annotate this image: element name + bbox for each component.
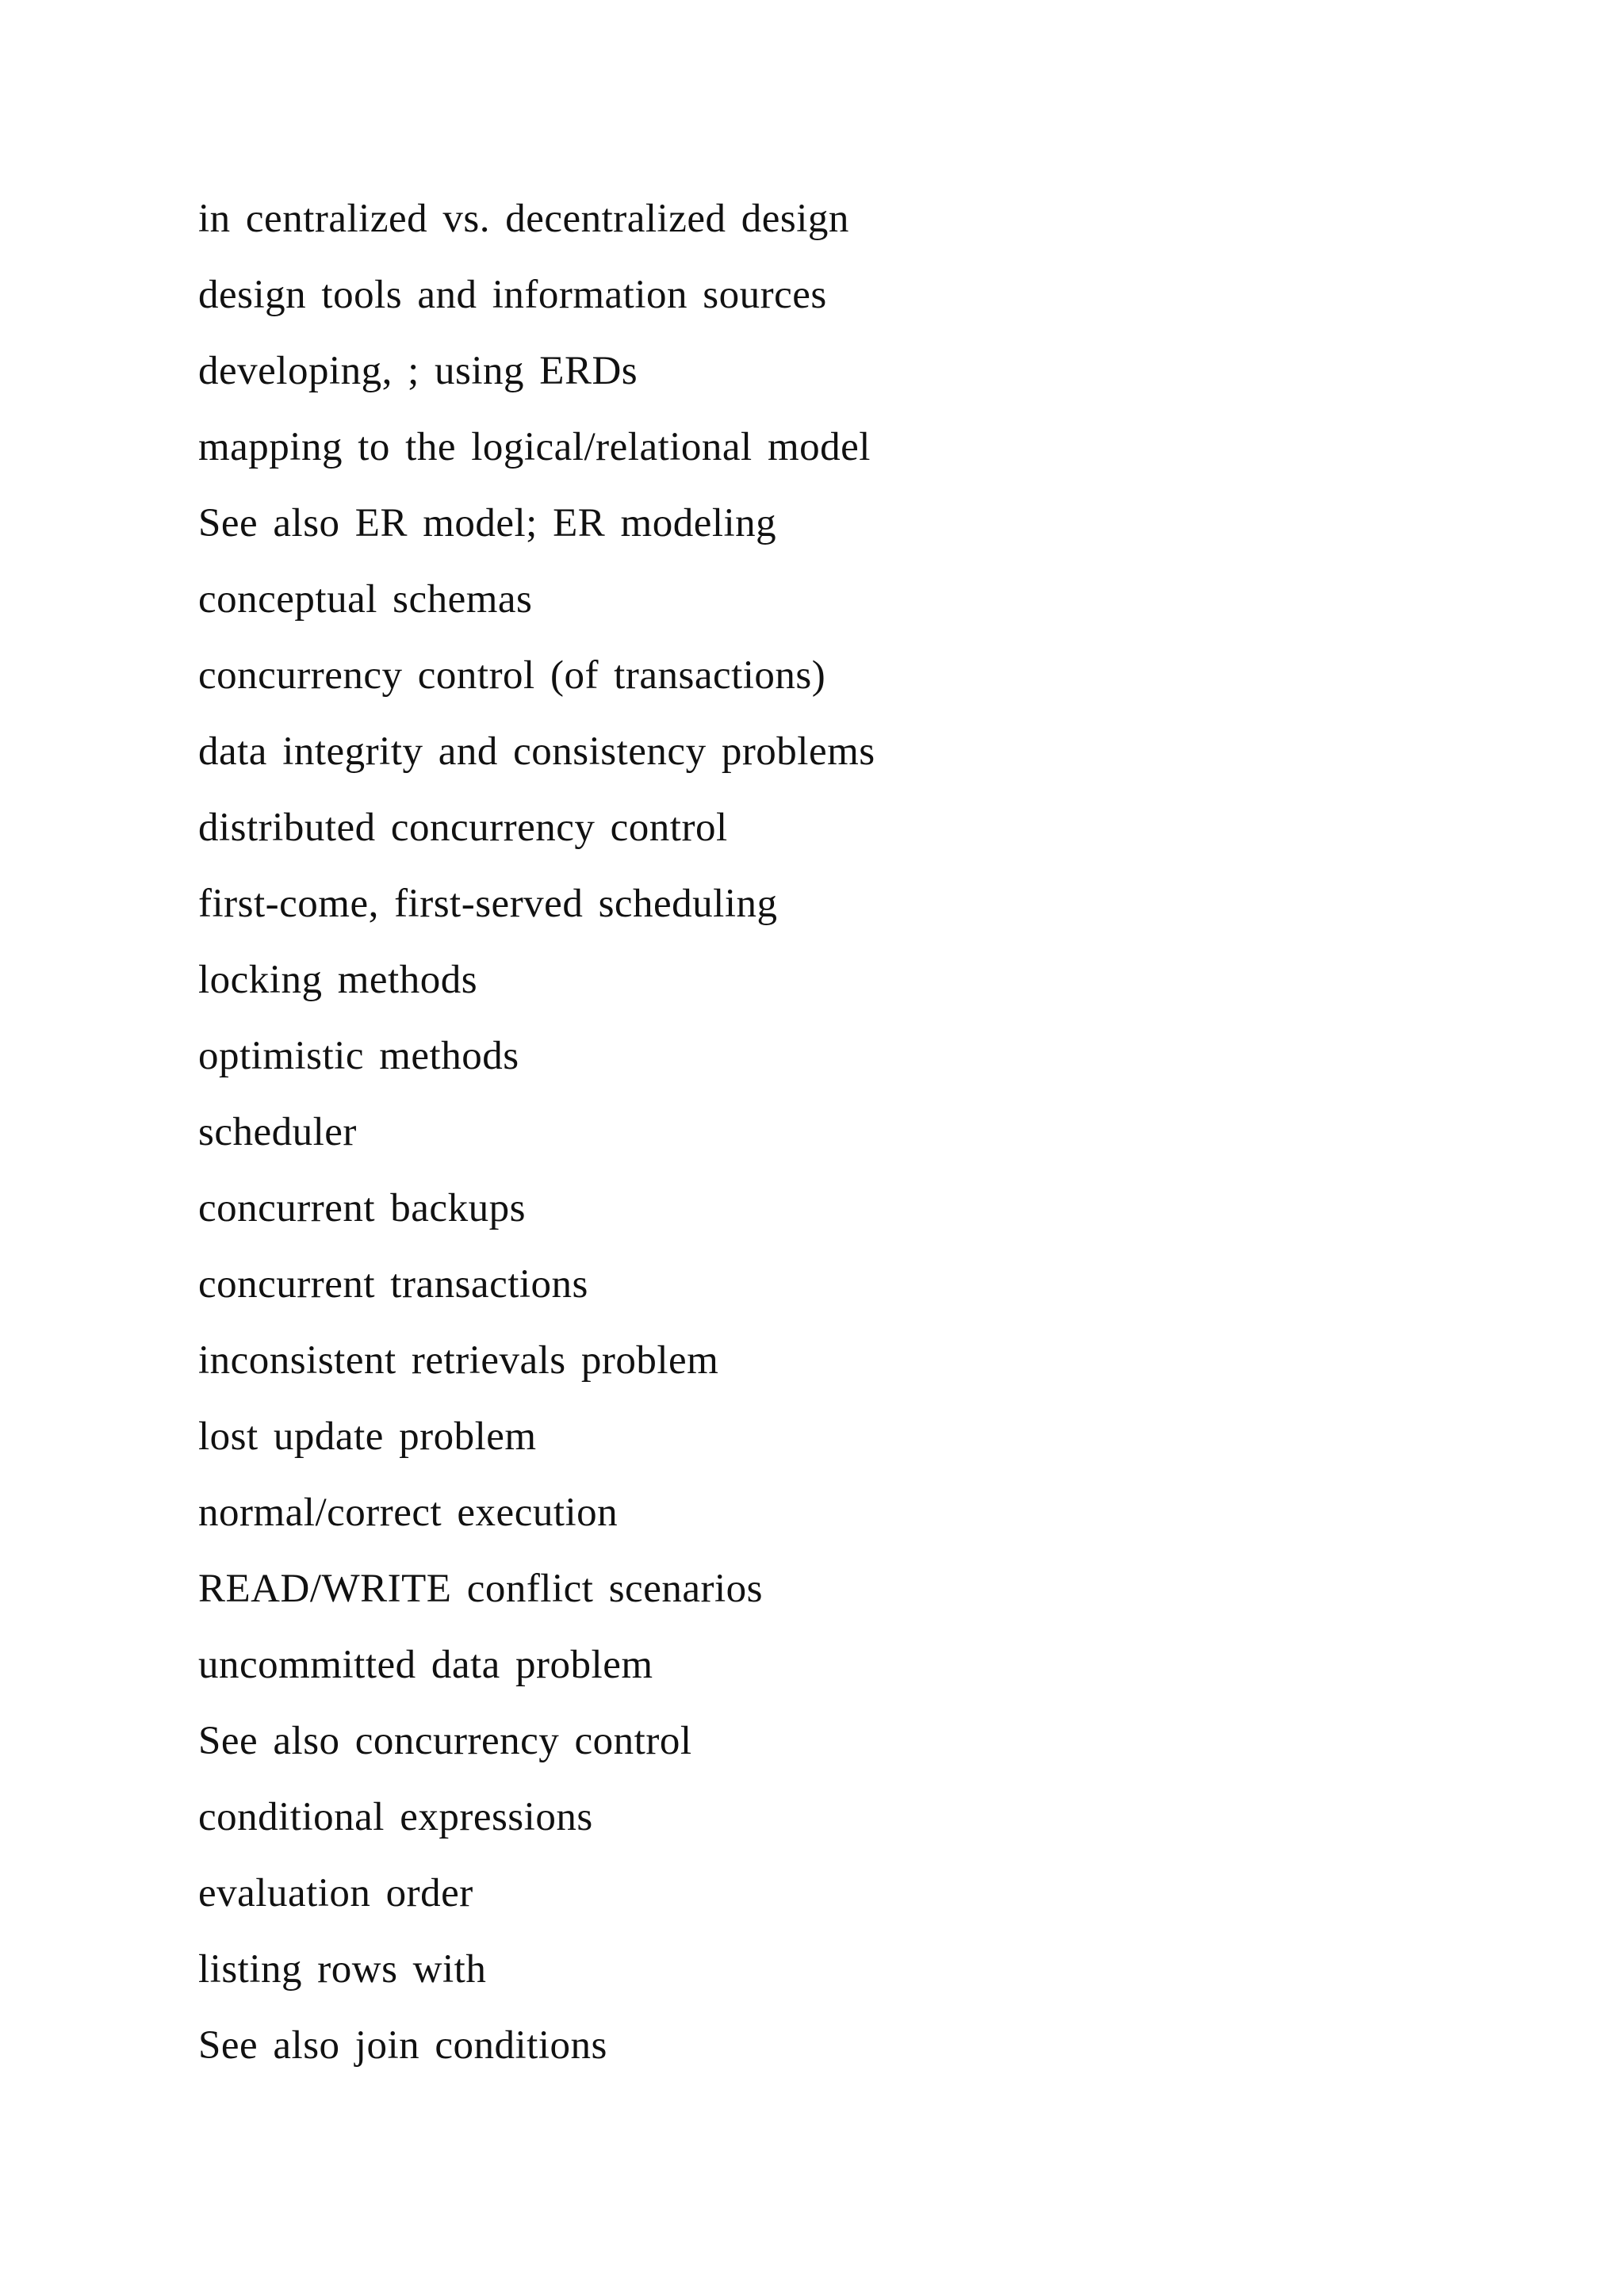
index-entry: developing, ; using ERDs bbox=[198, 349, 638, 393]
index-entry: uncommitted data problem bbox=[198, 1643, 653, 1687]
index-entry: inconsistent retrievals problem bbox=[198, 1338, 719, 1383]
index-entry: listing rows with bbox=[198, 1947, 487, 1992]
index-entry: design tools and information sources bbox=[198, 273, 827, 317]
index-entry: READ/WRITE conflict scenarios bbox=[198, 1567, 763, 1611]
index-entry: data integrity and consistency problems bbox=[198, 729, 875, 774]
index-entry: lost update problem bbox=[198, 1414, 537, 1459]
index-entry: See also ER model; ER modeling bbox=[198, 501, 777, 545]
index-entry: conceptual schemas bbox=[198, 577, 533, 622]
index-entry: normal/correct execution bbox=[198, 1490, 619, 1535]
index-entry-list bbox=[198, 181, 875, 2084]
index-entry: concurrency control (of transactions) bbox=[198, 653, 826, 698]
index-entry: optimistic methods bbox=[198, 1034, 519, 1078]
index-entry: evaluation order bbox=[198, 1871, 473, 1915]
index-entry: concurrent backups bbox=[198, 1186, 526, 1230]
index-entry: See also concurrency control bbox=[198, 1719, 692, 1763]
index-entry: locking methods bbox=[198, 958, 478, 1002]
index-entry: distributed concurrency control bbox=[198, 806, 728, 850]
index-entry: concurrent transactions bbox=[198, 1262, 588, 1307]
index-entry: first-come, first-served scheduling bbox=[198, 882, 778, 926]
index-entry: See also join conditions bbox=[198, 2023, 607, 2068]
index-entry: conditional expressions bbox=[198, 1795, 593, 1839]
index-entry: in centralized vs. decentralized design bbox=[198, 197, 849, 241]
index-entry: scheduler bbox=[198, 1110, 357, 1154]
index-entry: mapping to the logical/relational model bbox=[198, 425, 871, 469]
